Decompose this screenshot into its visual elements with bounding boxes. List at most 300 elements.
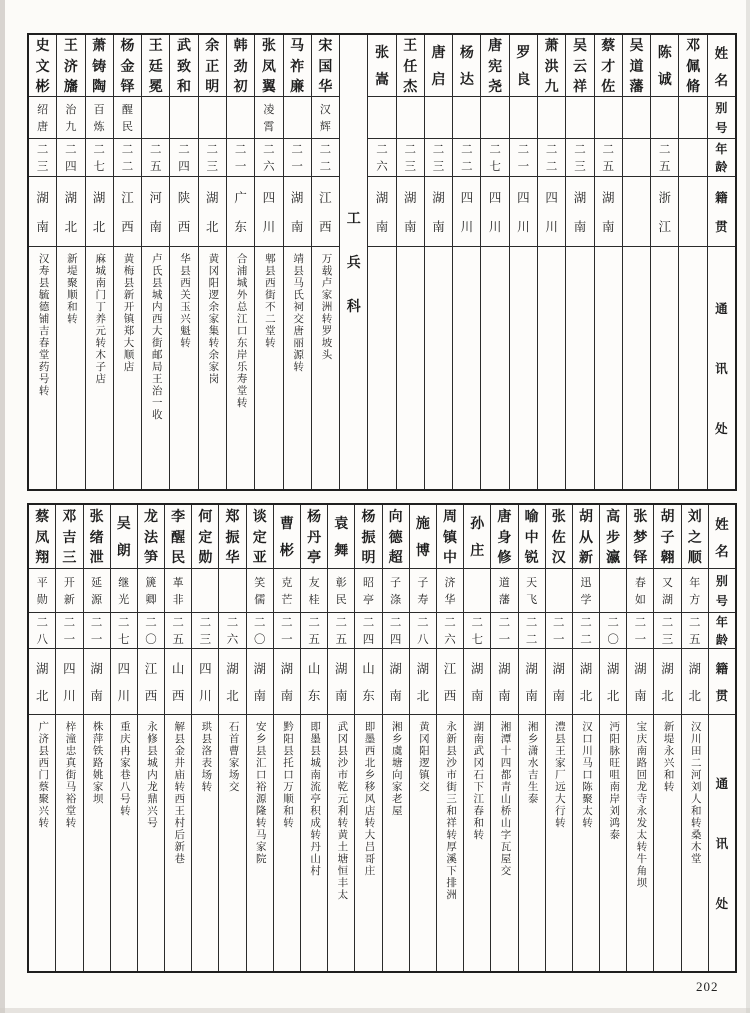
age-cell	[29, 139, 56, 177]
char: 湖	[579, 661, 593, 676]
char: 江	[658, 220, 672, 234]
char: 勋	[36, 594, 48, 606]
char: 二	[489, 144, 501, 156]
char: 南	[525, 689, 538, 704]
age-cell	[199, 139, 226, 177]
name-cell	[114, 35, 141, 97]
char: 南	[552, 689, 566, 704]
char: 民	[121, 121, 133, 133]
char: 邓	[686, 39, 701, 55]
char: 二	[432, 144, 445, 156]
char: 年	[715, 615, 728, 629]
char: 川	[488, 220, 502, 234]
address-text: 石首曹家场交	[227, 721, 239, 793]
char: 五	[602, 161, 614, 173]
address-text: 汉寿县毓德铺吉春堂药号转	[37, 253, 49, 397]
char: 东	[362, 689, 375, 704]
address-cell	[247, 715, 273, 971]
char: 良	[516, 73, 531, 88]
alias-cell	[86, 97, 113, 139]
char: 湖	[335, 661, 348, 676]
char: 凤	[35, 530, 50, 546]
age-cell	[566, 139, 593, 177]
name-cell	[86, 35, 113, 97]
char: 九	[544, 79, 559, 95]
char: 南	[432, 220, 445, 234]
origin-cell	[86, 177, 113, 247]
name-cell	[170, 35, 197, 97]
char: 吴	[629, 39, 644, 55]
name-cell	[510, 35, 537, 97]
entry-column	[85, 35, 113, 489]
char: 华	[444, 594, 456, 606]
char: 胡	[660, 509, 675, 525]
char: 贯	[715, 220, 728, 234]
char: 一	[634, 634, 647, 646]
origin-cell	[627, 649, 653, 715]
char: 号	[715, 120, 728, 135]
address-text: 永修县城内龙鼎兴号	[146, 721, 157, 829]
name-cell	[538, 35, 565, 97]
char: 王	[403, 39, 418, 55]
char: 南	[375, 220, 389, 234]
origin-cell	[111, 649, 137, 715]
char: 江	[121, 191, 134, 205]
char: 开	[63, 577, 75, 589]
char: 蔡	[601, 39, 616, 55]
name-cell	[142, 35, 169, 97]
address-text: 沔阳脉旺咀南岸刘鸿泰	[608, 721, 620, 841]
char: 二	[525, 634, 538, 646]
char: 云	[572, 59, 587, 75]
origin-cell	[192, 649, 218, 715]
name-cell	[29, 35, 56, 97]
age-cell	[546, 613, 572, 649]
char: 六	[444, 634, 456, 646]
char: 处	[715, 897, 729, 911]
char: 五	[149, 161, 162, 173]
header-name	[708, 35, 735, 97]
char: 川	[460, 220, 474, 234]
age-cell	[510, 139, 537, 177]
char: 三	[661, 634, 674, 646]
address-text: 湖南武冈石下江春和转	[472, 721, 484, 841]
char: 步	[606, 530, 621, 546]
address-cell	[510, 247, 537, 489]
name-cell	[383, 505, 409, 569]
char: 北	[226, 689, 239, 704]
char: 八	[417, 634, 429, 646]
name-cell	[600, 505, 626, 569]
origin-cell	[29, 177, 56, 247]
char: 济	[444, 577, 456, 589]
char: 辉	[319, 121, 331, 133]
char: 飞	[526, 594, 538, 606]
char: 如	[634, 594, 646, 606]
name-cell	[247, 505, 273, 569]
char: 何	[198, 509, 213, 525]
char: 一	[553, 634, 565, 646]
origin-cell	[219, 649, 245, 715]
char: 湖	[389, 661, 402, 676]
char: 袁	[334, 516, 349, 532]
entry-column	[626, 505, 653, 971]
alias-cell	[192, 569, 218, 613]
char: 锐	[524, 551, 539, 567]
age-cell	[368, 139, 395, 177]
char: 百	[93, 104, 105, 116]
char: 博	[415, 544, 430, 560]
entry-column	[409, 505, 436, 971]
char: 张	[261, 39, 276, 55]
char: 笑	[254, 577, 266, 589]
char: 四	[199, 661, 212, 676]
origin-cell	[425, 177, 452, 247]
char: 七	[93, 161, 105, 173]
alias-cell	[170, 97, 197, 139]
char: 二	[206, 144, 219, 156]
name-cell	[595, 35, 622, 97]
char: 迅	[580, 577, 592, 589]
char: 王	[63, 39, 78, 55]
char: 唐	[488, 39, 503, 55]
address-text: 万载卢家洲转罗坡头	[320, 253, 332, 361]
age-cell	[192, 613, 218, 649]
address-cell	[623, 247, 650, 489]
char: 湖	[404, 191, 417, 205]
char: 武	[177, 39, 192, 55]
name-cell	[274, 505, 300, 569]
char: 南	[253, 689, 266, 704]
age-cell	[328, 613, 354, 649]
alias-cell	[410, 569, 436, 613]
char: 陕	[177, 191, 191, 205]
address-text: 靖县马氏祠交唐丽源转	[292, 253, 304, 373]
char: 学	[580, 594, 592, 606]
char: 周	[443, 509, 458, 525]
address-text: 新堤聚顺和转	[65, 253, 77, 325]
char: 翔	[35, 551, 50, 567]
entry-column	[509, 35, 537, 489]
origin-cell	[600, 649, 626, 715]
char: 川	[262, 220, 276, 234]
char: 山	[307, 661, 321, 676]
entry-column	[572, 505, 599, 971]
alias-cell	[29, 569, 55, 613]
name-cell	[437, 505, 463, 569]
address-text: 株萍铁路姚家坝	[91, 721, 103, 805]
address-cell	[425, 247, 452, 489]
char: 二	[417, 617, 429, 629]
char: 籍	[715, 191, 728, 205]
bottom-table	[27, 503, 737, 973]
age-cell	[57, 139, 84, 177]
header-column	[707, 35, 735, 489]
char: 二	[319, 144, 332, 156]
char: 二	[580, 634, 592, 646]
origin-cell	[397, 177, 424, 247]
alias-cell	[679, 97, 706, 139]
char: 二	[308, 617, 320, 629]
char: 川	[117, 689, 131, 704]
alias-cell	[595, 97, 622, 139]
address-text: 武冈县沙市乾元利转黄土塘恒丰太	[336, 721, 348, 901]
char: 宋	[318, 39, 333, 55]
char: 克	[281, 577, 293, 589]
origin-cell	[573, 649, 599, 715]
char: 四	[460, 191, 474, 205]
origin-cell	[284, 177, 311, 247]
char: 唐	[431, 46, 446, 61]
age-cell	[56, 613, 82, 649]
origin-cell	[682, 649, 708, 715]
char: 孙	[470, 516, 485, 532]
char: 中	[524, 530, 539, 546]
char: 二	[525, 617, 538, 629]
char: 四	[262, 191, 276, 205]
char: 西	[144, 689, 158, 704]
age-cell	[397, 139, 424, 177]
alias-cell	[255, 97, 282, 139]
char: 革	[172, 577, 184, 589]
age-cell	[355, 613, 381, 649]
char: 朗	[116, 544, 131, 560]
name-cell	[651, 35, 678, 97]
char: 寿	[417, 594, 429, 606]
alias-cell	[573, 569, 599, 613]
char: 法	[143, 530, 158, 546]
origin-cell	[383, 649, 409, 715]
char: 七	[471, 634, 483, 646]
char: 二	[688, 617, 701, 629]
char: 二	[234, 144, 247, 156]
alias-cell	[651, 97, 678, 139]
section-label-column	[339, 35, 367, 489]
char: 杰	[403, 79, 418, 95]
entry-column	[311, 35, 339, 489]
char: 二	[634, 617, 647, 629]
char: 处	[715, 422, 728, 436]
char: 二	[545, 161, 558, 173]
name-cell	[566, 35, 593, 97]
age-cell	[600, 613, 626, 649]
char: 姓	[714, 46, 729, 61]
char: 劲	[233, 59, 248, 75]
address-cell	[165, 715, 191, 971]
char: 萧	[544, 39, 559, 55]
char: 佐	[601, 79, 616, 95]
char: 二	[172, 617, 184, 629]
char: 一	[291, 161, 303, 173]
char: 二	[263, 144, 275, 156]
age-cell	[142, 139, 169, 177]
char: 嵩	[374, 73, 389, 88]
char: 任	[403, 59, 418, 75]
char: 华	[225, 551, 240, 567]
char: 湖	[432, 191, 445, 205]
alias-cell	[510, 97, 537, 139]
alias-cell	[142, 97, 169, 139]
char: 绪	[89, 530, 104, 546]
char: 丹	[307, 530, 322, 546]
entry-column	[518, 505, 545, 971]
address-cell	[84, 715, 110, 971]
char: 子	[417, 577, 429, 589]
char: 龙	[143, 509, 158, 525]
address-cell	[595, 247, 622, 489]
age-cell	[437, 613, 463, 649]
entry-column	[300, 505, 327, 971]
char: 北	[661, 689, 674, 704]
age-cell	[682, 613, 708, 649]
alias-cell	[519, 569, 545, 613]
char: 二	[461, 144, 473, 156]
char: 湖	[90, 661, 103, 676]
char: 喻	[524, 509, 539, 525]
char: 二	[291, 144, 303, 156]
age-cell	[301, 613, 327, 649]
char: 北	[606, 689, 620, 704]
address-cell	[138, 715, 164, 971]
name-cell	[355, 505, 381, 569]
char: 湖	[375, 191, 389, 205]
name-cell	[165, 505, 191, 569]
char: 杨	[120, 39, 135, 55]
origin-cell	[328, 649, 354, 715]
entry-column	[273, 505, 300, 971]
age-cell	[538, 139, 565, 177]
char: 二	[607, 617, 619, 629]
address-text: 黄冈阳逻镇交	[417, 721, 429, 793]
address-cell	[383, 715, 409, 971]
char: 二	[444, 617, 456, 629]
address-text: 黄冈阳逻余家集转余家岗	[207, 253, 219, 385]
char: 文	[35, 59, 50, 75]
char: 顺	[687, 551, 702, 567]
char: 正	[205, 59, 220, 75]
name-cell	[410, 505, 436, 569]
char: 韩	[233, 39, 248, 55]
address-cell	[368, 247, 395, 489]
char: 东	[234, 220, 247, 234]
char: 吴	[572, 39, 587, 55]
char: 江	[144, 661, 158, 676]
char: 明	[205, 79, 220, 95]
char: 二	[545, 144, 558, 156]
alias-cell	[682, 569, 708, 613]
origin-cell	[199, 177, 226, 247]
entry-column	[198, 35, 226, 489]
name-cell	[219, 505, 245, 569]
char: 川	[199, 689, 212, 704]
char: 翼	[261, 79, 276, 95]
entry-column	[367, 35, 395, 489]
origin-cell	[464, 649, 490, 715]
char: 继	[118, 577, 130, 589]
char: 藩	[498, 594, 510, 606]
char: 儒	[254, 594, 266, 606]
char: 二	[63, 617, 76, 629]
char: 湖	[661, 661, 674, 676]
alias-cell	[247, 569, 273, 613]
char: 国	[318, 59, 333, 75]
char: 六	[263, 161, 275, 173]
age-cell	[29, 613, 55, 649]
char: 湖	[226, 661, 239, 676]
char: 非	[172, 594, 184, 606]
char: 昭	[362, 577, 374, 589]
address-text: 湘乡潇水吉生泰	[526, 721, 538, 805]
address-cell	[573, 715, 599, 971]
name-cell	[368, 35, 395, 97]
char: 三	[404, 161, 417, 173]
address-text: 新堤永兴和转	[662, 721, 674, 793]
address-text: 广济县西门蔡聚兴转	[37, 721, 49, 829]
char: 新	[578, 551, 593, 567]
char: 一	[90, 634, 103, 646]
char: 子	[660, 530, 675, 546]
age-cell	[111, 613, 137, 649]
char: 五	[688, 634, 701, 646]
char: 山	[362, 661, 375, 676]
entry-column	[463, 505, 490, 971]
char: 北	[206, 220, 219, 234]
address-cell	[170, 247, 197, 489]
address-text: 珙县洛表场转	[200, 721, 212, 793]
char: 〇	[253, 634, 266, 646]
entry-column	[545, 505, 572, 971]
char: 讯	[715, 362, 728, 376]
char: 科	[346, 300, 361, 315]
char: 方	[689, 594, 701, 606]
entry-column	[424, 35, 452, 489]
address-cell	[538, 247, 565, 489]
char: 二	[471, 617, 483, 629]
char: 才	[601, 59, 616, 75]
address-cell	[397, 247, 424, 489]
char: 张	[374, 46, 389, 61]
char: 祥	[572, 79, 587, 95]
address-text: 安乡县汇口裕源隆转马家院	[254, 721, 266, 865]
address-text: 澧县王家厂远大行转	[553, 721, 565, 829]
char: 源	[91, 594, 103, 606]
char: 翱	[660, 551, 675, 567]
char: 定	[252, 530, 267, 546]
char: 马	[290, 39, 305, 55]
char: 中	[443, 551, 458, 567]
entry-column	[452, 35, 480, 489]
address-cell	[255, 247, 282, 489]
entry-column	[254, 35, 282, 489]
origin-cell	[227, 177, 254, 247]
name-cell	[56, 505, 82, 569]
char: 彬	[279, 544, 294, 560]
char: 又	[662, 577, 674, 589]
alias-cell	[274, 569, 300, 613]
char: 致	[177, 59, 192, 75]
header-address	[709, 715, 735, 971]
top-table-engineering-corps	[27, 33, 737, 491]
entry-column	[55, 505, 82, 971]
char: 西	[319, 220, 332, 234]
char: 泄	[89, 551, 104, 567]
entry-column	[226, 35, 254, 489]
char: 二	[602, 144, 614, 156]
char: 超	[388, 551, 403, 567]
header-origin	[708, 177, 735, 247]
alias-cell	[29, 97, 56, 139]
alias-cell	[437, 569, 463, 613]
